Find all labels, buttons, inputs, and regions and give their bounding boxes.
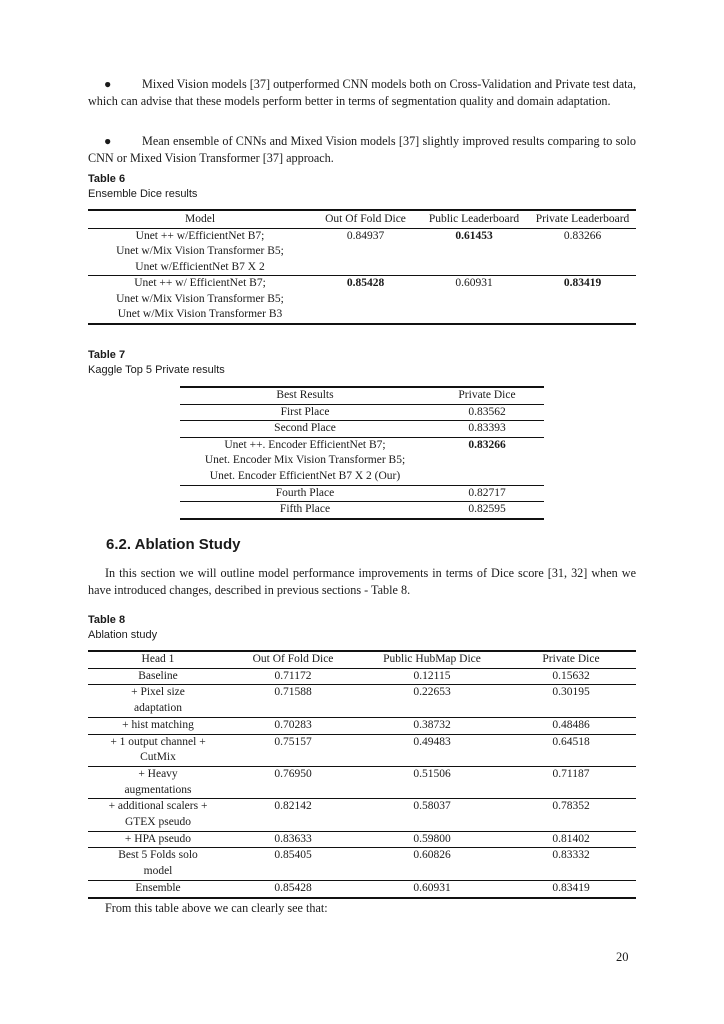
cell-public: 0.49483 [413, 735, 451, 748]
table-row [88, 276, 636, 324]
cell-dice: 0.82717 [468, 486, 506, 499]
bullet-text: Mean ensemble of CNNs and Mixed Vision models [37] slightly improved results comparing to solo CNN or Mixed Vision Transformer [37] approach. [88, 134, 636, 165]
col-header: Private Dice [458, 389, 516, 401]
table8-title: Ablation study [88, 629, 158, 641]
cell-private: 0.83332 [552, 849, 590, 862]
head-line: augmentations [124, 783, 192, 796]
cell-private: 0.48486 [552, 718, 590, 731]
head-line: adaptation [134, 702, 182, 715]
cell-public: 0.51506 [413, 767, 451, 780]
table-header-row [88, 651, 636, 668]
table6-title: Ensemble Dice results [88, 188, 198, 200]
name-line: Unet. Encoder EfficientNet B7 X 2 (Our) [209, 469, 401, 482]
cell-private: 0.81402 [552, 832, 590, 845]
cell-private: 0.71187 [552, 767, 590, 780]
cell-public: 0.38732 [413, 718, 451, 731]
table-row [180, 502, 544, 519]
table-row [180, 404, 544, 421]
bullet-mean-ensemble [88, 133, 636, 166]
table8-caption [88, 613, 157, 643]
cell-oof: 0.85405 [274, 849, 312, 862]
cell-private: 0.83419 [552, 881, 590, 894]
table-row [180, 421, 544, 438]
cell-oof: 0.82142 [274, 800, 312, 813]
cell-public: 0.12115 [413, 669, 451, 682]
cell-oof: 0.70283 [274, 718, 312, 731]
table-row [180, 437, 544, 485]
page-number: 20 [616, 950, 629, 964]
head-line: CutMix [140, 751, 176, 764]
table-row [180, 485, 544, 502]
cell-private: 0.78352 [552, 800, 590, 813]
table7-caption [88, 348, 225, 378]
cell-private: 0.83266 [563, 229, 602, 242]
cell-model [88, 276, 312, 324]
cell-oof: 0.85428 [346, 277, 385, 289]
table-row [88, 831, 636, 848]
cell-head [88, 848, 228, 880]
bullet-dot-icon: ● [104, 77, 112, 91]
table-row [88, 848, 636, 880]
section-intro: In this section we will outline model performance improvements in terms of Dice score [31, 32] when we have introduced changes, described in previous sections - Table 8. [88, 566, 636, 597]
cell-oof: 0.71588 [274, 686, 312, 699]
cell-name: Fourth Place [275, 486, 335, 499]
cell-name: Fifth Place [279, 503, 331, 516]
cell-dice: 0.82595 [468, 503, 506, 516]
cell-public: 0.60931 [455, 277, 493, 289]
cell-model [88, 228, 312, 276]
cell-public: 0.60931 [413, 881, 451, 894]
table-row [88, 228, 636, 276]
model-line: Unet ++ w/EfficientNet B7; [135, 229, 265, 242]
head-line: + Pixel size [131, 686, 185, 699]
table8-label: Table 8 [88, 614, 126, 626]
model-line: Unet ++ w/ EfficientNet B7; [134, 277, 266, 289]
table-ablation [88, 650, 636, 899]
section-heading: 6.2. Ablation Study [106, 536, 241, 553]
cell-head [88, 799, 228, 831]
table-row [88, 717, 636, 734]
cell-oof: 0.71172 [274, 669, 312, 682]
cell-name: Second Place [274, 422, 336, 435]
bullet-text: Mixed Vision models [37] outperformed CNN models both on Cross-Validation and Private test data, which can advise that these models perform better in terms of segmentation quality and domain adaptation. [88, 77, 636, 108]
cell-name: First Place [280, 405, 330, 418]
col-header: Head 1 [141, 653, 175, 665]
cell-head: Ensemble [135, 881, 181, 894]
cell-oof: 0.85428 [274, 881, 312, 894]
table-row [88, 668, 636, 685]
table6-caption [88, 172, 197, 202]
cell-dice: 0.83562 [468, 405, 506, 418]
cell-private: 0.64518 [552, 735, 590, 748]
col-header: Out Of Fold Dice [312, 210, 419, 228]
col-header: Private Dice [542, 653, 600, 665]
cell-dice: 0.83393 [468, 422, 506, 435]
cell-public: 0.61453 [455, 229, 493, 242]
cell-private: 0.83419 [563, 277, 602, 289]
cell-head [88, 685, 228, 717]
head-line: Best 5 Folds solo [118, 849, 198, 862]
table-ensemble-dice [88, 209, 636, 325]
cell-private: 0.15632 [552, 669, 590, 682]
bullet-dot-icon: ● [104, 134, 112, 148]
head-line: + Heavy [138, 767, 178, 780]
cell-oof: 0.83633 [274, 832, 312, 845]
cell-dice: 0.83266 [468, 438, 506, 451]
col-header: Out Of Fold Dice [252, 653, 334, 665]
head-line: + 1 output channel + [110, 735, 206, 748]
cell-name [180, 437, 430, 485]
model-line: Unet w/Mix Vision Transformer B3 [117, 308, 283, 320]
model-line: Unet w/Mix Vision Transformer B5; [116, 245, 284, 257]
table-row [88, 880, 636, 897]
cell-head: + HPA pseudo [124, 832, 192, 845]
col-header: Best Results [276, 389, 334, 401]
cell-head [88, 734, 228, 766]
head-line: + additional scalers + [108, 800, 208, 813]
col-header: Public HubMap Dice [383, 653, 481, 665]
table-row [88, 766, 636, 798]
cell-public: 0.22653 [413, 686, 451, 699]
cell-head: Baseline [138, 669, 178, 682]
name-line: Unet. Encoder Mix Vision Transformer B5; [204, 454, 406, 467]
bullet-mixed-vision [88, 76, 636, 109]
model-line: Unet w/Mix Vision Transformer B5; [116, 292, 284, 305]
table-kaggle-top5 [180, 386, 544, 520]
cell-public: 0.60826 [413, 849, 451, 862]
table-row [88, 799, 636, 831]
cell-oof: 0.84937 [346, 229, 385, 242]
cell-oof: 0.75157 [274, 735, 312, 748]
cell-head [88, 766, 228, 798]
cell-private: 0.30195 [552, 686, 590, 699]
model-line: Unet w/EfficientNet B7 X 2 [135, 260, 265, 273]
table7-label: Table 7 [88, 349, 126, 361]
cell-head: + hist matching [122, 718, 194, 731]
col-header: Model [88, 210, 312, 228]
cell-public: 0.59800 [413, 832, 451, 845]
closing-paragraph: From this table above we can clearly see that: [105, 901, 328, 915]
col-header: Public Leaderboard [419, 210, 529, 228]
head-line: model [143, 865, 173, 878]
cell-public: 0.58037 [413, 800, 451, 813]
col-header: Private Leaderboard [529, 210, 636, 228]
table7-title: Kaggle Top 5 Private results [88, 364, 225, 376]
table6-label: Table 6 [88, 173, 126, 185]
table-row [88, 685, 636, 717]
table-row [88, 734, 636, 766]
cell-oof: 0.76950 [274, 767, 312, 780]
table-header-row [180, 387, 544, 404]
name-line: Unet ++. Encoder EfficientNet B7; [224, 438, 386, 451]
head-line: GTEX pseudo [124, 816, 192, 829]
